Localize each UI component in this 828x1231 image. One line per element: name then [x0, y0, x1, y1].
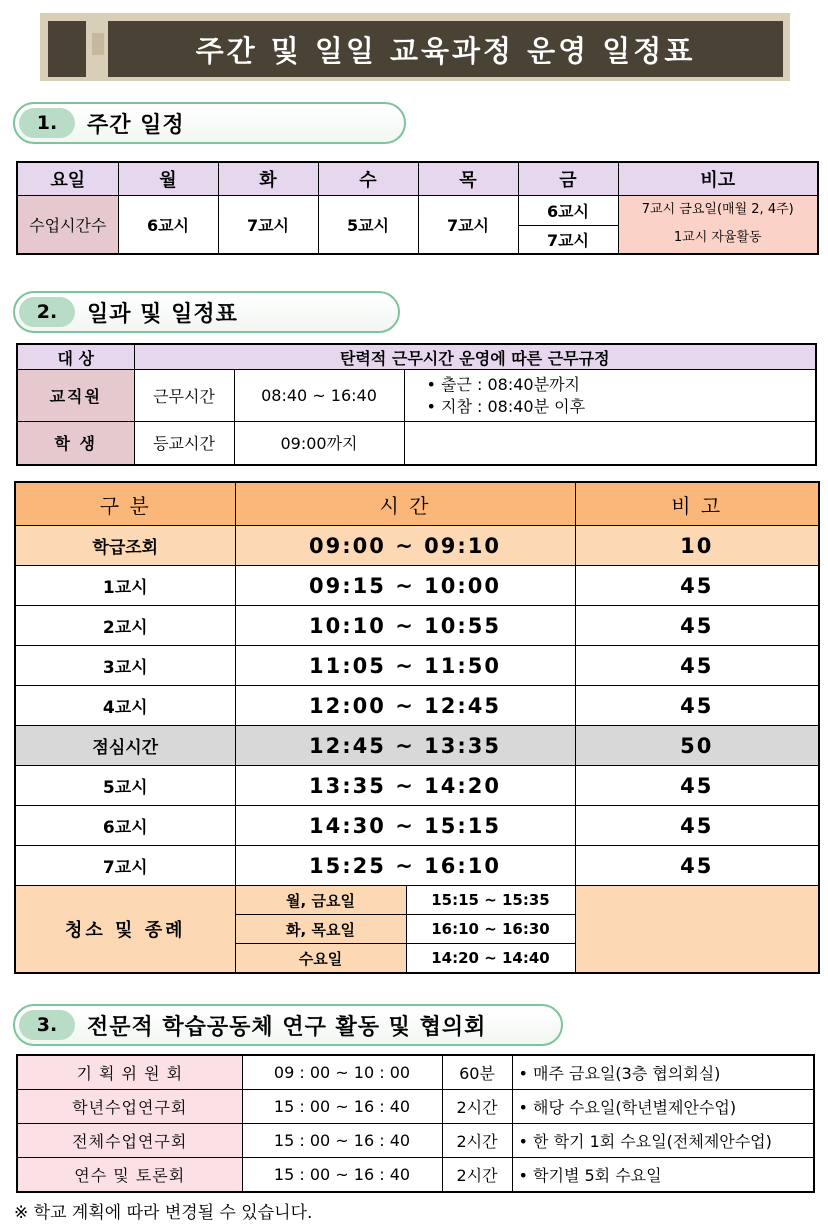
table-row — [17, 196, 818, 226]
section-title: 주간 일정 — [87, 112, 185, 138]
staff-type: 근무시간 — [134, 370, 234, 422]
title-decoration-bar — [92, 33, 104, 55]
section-number: 2. — [19, 297, 75, 327]
section-header-daily — [13, 291, 400, 333]
header-cell: 구 분 — [15, 482, 235, 526]
table-header-row — [15, 482, 819, 526]
cleanup-day: 화, 목요일 — [235, 915, 406, 944]
cleanup-note — [575, 886, 819, 974]
fri-periods-1: 6교시 — [518, 196, 618, 226]
period-time: 14:30 ~ 15:15 — [235, 806, 575, 846]
period-time: 15:25 ~ 16:10 — [235, 846, 575, 886]
activity-note: • 해당 수요일(학년별제안수업) — [512, 1090, 814, 1124]
section-header-plc — [13, 1004, 563, 1046]
cleanup-time: 16:10 ~ 16:30 — [406, 915, 575, 944]
period-name: 점심시간 — [15, 726, 235, 766]
table-row — [17, 422, 816, 465]
period-minutes: 45 — [575, 686, 819, 726]
period-time: 12:00 ~ 12:45 — [235, 686, 575, 726]
activity-duration: 2시간 — [442, 1090, 512, 1124]
weekly-schedule-table — [16, 161, 819, 255]
daily-schedule-table — [14, 481, 820, 974]
activity-name: 전체수업연구회 — [17, 1124, 242, 1158]
period-minutes: 45 — [575, 606, 819, 646]
page-title: 주간 및 일일 교육과정 운영 일정표 — [108, 21, 783, 77]
activity-note: • 학기별 5회 수요일 — [512, 1158, 814, 1193]
tue-periods: 7교시 — [218, 196, 318, 254]
staff-note-line: • 출근 : 08:40분까지 — [426, 374, 580, 394]
cleanup-time: 14:20 ~ 14:40 — [406, 944, 575, 974]
section-header-weekly — [13, 102, 406, 144]
header-cell: 비고 — [618, 162, 818, 196]
header-cell: 화 — [218, 162, 318, 196]
period-minutes: 10 — [575, 526, 819, 566]
period-time: 09:00 ~ 09:10 — [235, 526, 575, 566]
activity-name: 기 획 위 원 회 — [17, 1055, 242, 1090]
activity-time: 15 : 00 ~ 16 : 40 — [242, 1158, 442, 1193]
weekly-note — [618, 196, 818, 254]
header-cell: 월 — [118, 162, 218, 196]
table-row — [15, 566, 819, 606]
header-cell: 목 — [418, 162, 518, 196]
period-minutes: 45 — [575, 566, 819, 606]
footnote: ※ 학교 계획에 따라 변경될 수 있습니다. — [14, 1203, 313, 1223]
table-row — [17, 1158, 814, 1193]
period-name: 5교시 — [15, 766, 235, 806]
header-cell: 요일 — [17, 162, 118, 196]
period-name: 학급조회 — [15, 526, 235, 566]
table-row — [15, 726, 819, 766]
period-minutes: 50 — [575, 726, 819, 766]
table-row — [15, 846, 819, 886]
fri-periods-2: 7교시 — [518, 226, 618, 254]
table-row — [17, 1055, 814, 1090]
student-time: 09:00까지 — [234, 422, 404, 465]
section-title: 일과 및 일정표 — [87, 301, 238, 327]
section-number: 1. — [19, 108, 75, 138]
period-name: 3교시 — [15, 646, 235, 686]
table-row — [15, 766, 819, 806]
activity-duration: 2시간 — [442, 1158, 512, 1193]
activity-time: 15 : 00 ~ 16 : 40 — [242, 1124, 442, 1158]
cleanup-row — [15, 886, 819, 915]
activity-name: 학년수업연구회 — [17, 1090, 242, 1124]
staff-time: 08:40 ~ 16:40 — [234, 370, 404, 422]
student-note — [404, 422, 816, 465]
period-name: 6교시 — [15, 806, 235, 846]
cleanup-time: 15:15 ~ 15:35 — [406, 886, 575, 915]
period-minutes: 45 — [575, 646, 819, 686]
period-time: 10:10 ~ 10:55 — [235, 606, 575, 646]
section-number: 3. — [19, 1010, 75, 1040]
table-row — [15, 686, 819, 726]
student-label: 학 생 — [17, 422, 134, 465]
work-hours-table — [16, 343, 817, 466]
header-cell: 금 — [518, 162, 618, 196]
activity-note: • 한 학기 1회 수요일(전체제안수업) — [512, 1124, 814, 1158]
weekly-note-line: 7교시 금요일(매월 2, 4주) — [641, 202, 794, 218]
table-row — [17, 1124, 814, 1158]
student-type: 등교시간 — [134, 422, 234, 465]
period-name: 2교시 — [15, 606, 235, 646]
table-row — [15, 606, 819, 646]
header-cell: 시 간 — [235, 482, 575, 526]
cleanup-label: 청소 및 종례 — [15, 886, 235, 974]
plc-activity-table — [16, 1054, 815, 1193]
header-target: 대 상 — [17, 344, 134, 370]
header-cell: 수 — [318, 162, 418, 196]
row-label: 수업시간수 — [17, 196, 118, 254]
period-minutes: 45 — [575, 846, 819, 886]
staff-label: 교직원 — [17, 370, 134, 422]
mon-periods: 6교시 — [118, 196, 218, 254]
table-row — [15, 646, 819, 686]
staff-note-line: • 지참 : 08:40분 이후 — [426, 396, 586, 416]
period-name: 1교시 — [15, 566, 235, 606]
activity-name: 연수 및 토론회 — [17, 1158, 242, 1193]
table-row — [15, 806, 819, 846]
activity-duration: 60분 — [442, 1055, 512, 1090]
period-name: 4교시 — [15, 686, 235, 726]
title-decoration-square — [48, 21, 86, 77]
activity-note: • 매주 금요일(3층 협의회실) — [512, 1055, 814, 1090]
activity-time: 09 : 00 ~ 10 : 00 — [242, 1055, 442, 1090]
wed-periods: 5교시 — [318, 196, 418, 254]
period-time: 13:35 ~ 14:20 — [235, 766, 575, 806]
staff-note — [404, 370, 816, 422]
cleanup-day: 수요일 — [235, 944, 406, 974]
section-title: 전문적 학습공동체 연구 활동 및 협의회 — [87, 1014, 487, 1040]
header-rule: 탄력적 근무시간 운영에 따른 근무규정 — [134, 344, 816, 370]
activity-time: 15 : 00 ~ 16 : 40 — [242, 1090, 442, 1124]
period-time: 12:45 ~ 13:35 — [235, 726, 575, 766]
table-row — [15, 526, 819, 566]
period-time: 11:05 ~ 11:50 — [235, 646, 575, 686]
thu-periods: 7교시 — [418, 196, 518, 254]
period-time: 09:15 ~ 10:00 — [235, 566, 575, 606]
period-minutes: 45 — [575, 806, 819, 846]
cleanup-day: 월, 금요일 — [235, 886, 406, 915]
period-name: 7교시 — [15, 846, 235, 886]
table-header-row — [17, 162, 818, 196]
header-cell: 비 고 — [575, 482, 819, 526]
table-row — [17, 1090, 814, 1124]
weekly-note-line: 1교시 자율활동 — [673, 230, 762, 246]
activity-duration: 2시간 — [442, 1124, 512, 1158]
period-minutes: 45 — [575, 766, 819, 806]
table-header-row — [17, 344, 816, 370]
table-row — [17, 370, 816, 422]
